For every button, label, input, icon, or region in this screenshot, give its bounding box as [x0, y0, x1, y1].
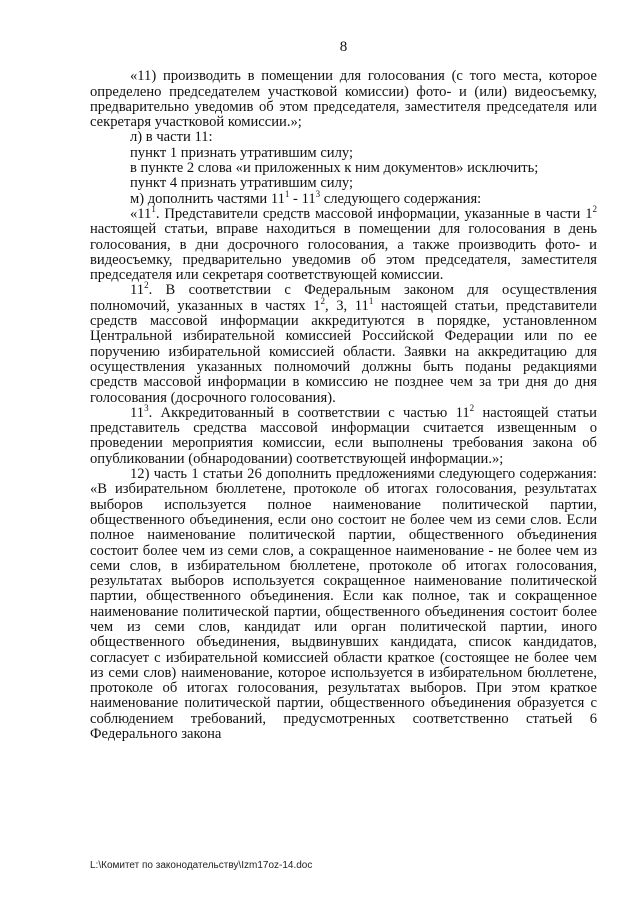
superscript: 1 — [284, 188, 290, 199]
paragraph — [90, 69, 597, 130]
text-run: . Аккредитованный в соответствии с частью 11 — [148, 404, 470, 421]
text-run: настоящей статьи представитель средства массовой информации считается извещенным о проведении мероприятия комиссии, если выполнены требования закона об опубликовании (обнародовании) соответствующей информации.»; — [90, 404, 597, 467]
superscript: 1 — [368, 295, 374, 306]
superscript: 2 — [144, 280, 149, 291]
superscript: 2 — [469, 402, 475, 413]
superscript: 2 — [592, 204, 597, 215]
superscript: 2 — [320, 295, 325, 306]
text-run: пункт 1 признать утратившим силу; — [130, 144, 354, 161]
text-run: - 11 — [289, 190, 316, 207]
file-path-footer: L:\Комитет по законодательству\Izm17oz-14.doc — [90, 860, 313, 871]
paragraph — [90, 280, 597, 406]
text-run: 12) часть 1 статьи 26 дополнить предложениями следующего содержания: «В избирательном бюллетене, протоколе об итогах голосования, результатах выборов используется полное наименование политической партии, общественного объединения, если оно состоит не более чем из семи слов. Если полное наименование политической партии, общественного объединения состоит более чем из семи слов, а сокращенное наименование - не более чем из семи слов, в избирательном бюллетене, протоколе об итогах голосования, результатах выборов используется сокращенное наименование политической партии, общественного объединения. Если как полное, так и сокращенное наименование политической партии, общественного объединения состоит более чем из семи слов, кандидат или орган политической партии, иного общественного объединения, выдвинувших кандидата, список кандидатов, согласует с избирательной комиссией области краткое (состоящее не более чем из семи слов) наименование, которое используется в избирательном бюллетене, протоколе об итогах голосования, результатах выборов. При этом краткое наименование политической партии, общественного объединения образуется с соблюдением требований, предусмотренных соответственно статьей 6 Федерального закона — [90, 466, 597, 743]
text-run: настоящей статьи, вправе находиться в помещении для голосования в день голосования, в дни досрочного голосования, а также производить фото- и видеосъемку, предварительно уведомив об этом председателя, заместителя председателя или секретаря соответствующей комиссии. — [90, 221, 597, 284]
text-run: следующего содержания: — [320, 190, 482, 207]
superscript: 3 — [144, 402, 149, 413]
paragraph — [90, 161, 597, 176]
paragraph — [90, 188, 597, 207]
text-run: «11 — [130, 205, 152, 222]
text-run: . В соответствии с Федеральным законом для осуществления полномочий, указанных в частях 1 — [90, 282, 597, 314]
paragraph — [90, 204, 597, 284]
paragraph — [90, 130, 597, 145]
text-run: . Представители средств массовой информации, указанные в части 1 — [155, 205, 593, 222]
text-run: м) дополнить частями 11 — [130, 190, 285, 207]
document-body — [90, 69, 597, 742]
paragraph — [90, 402, 597, 467]
paragraph — [90, 146, 597, 161]
paragraph — [90, 467, 597, 742]
page-number: 8 — [339, 39, 348, 55]
paragraph — [90, 176, 597, 191]
text-run: 11 — [130, 282, 145, 299]
text-run: «11) производить в помещении для голосования (с того места, которое определено председателем участковой комиссии) фото- и (или) видеосъемку, предварительно уведомив об этом председателя, заместителя председателя или секретаря участковой комиссии.»; — [90, 68, 597, 131]
superscript: 1 — [151, 204, 156, 215]
superscript: 3 — [315, 188, 321, 199]
text-run: л) в части 11: — [130, 129, 213, 146]
text-run: пункт 4 признать утратившим силу; — [130, 175, 354, 192]
text-run: настоящей статьи, представители средств массовой информации аккредитуются в порядке, установленном Центральной избирательной комиссией Российской Федерации или по ее поручению избирательной комиссией области. Заявки на аккредитацию для осуществления указанных полномочий должны быть поданы редакциями средств массовой информации в комиссию не позднее чем за три дня до дня голосования (досрочного голосования). — [90, 297, 597, 406]
text-run: 11 — [130, 404, 145, 421]
text-run: , 3, 11 — [325, 297, 369, 314]
text-run: в пункте 2 слова «и приложенных к ним документов» исключить; — [130, 160, 539, 177]
